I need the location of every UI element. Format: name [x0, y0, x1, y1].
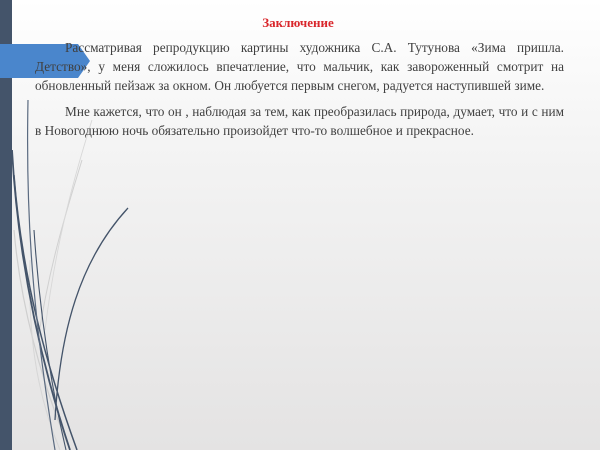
slide-title-text: Заключение — [262, 15, 334, 30]
paragraph-2: Мне кажется, что он , наблюдая за тем, как преобразилась природа, думает, что и с ним в Новогоднюю ночь обязательно произойдет что-то волшебное и прекрасное. — [35, 104, 564, 139]
paragraph-1: Рассматривая репродукцию картины художника С.А. Тутунова «Зима пришла. Детство», у меня сложилось впечатление, что мальчик, как завороженный смотрит на обновленный пейзаж за окном. Он любуется первым снегом, радуется наступившей зиме. — [35, 40, 564, 93]
slide-title — [0, 15, 600, 31]
slide-body — [35, 39, 564, 149]
